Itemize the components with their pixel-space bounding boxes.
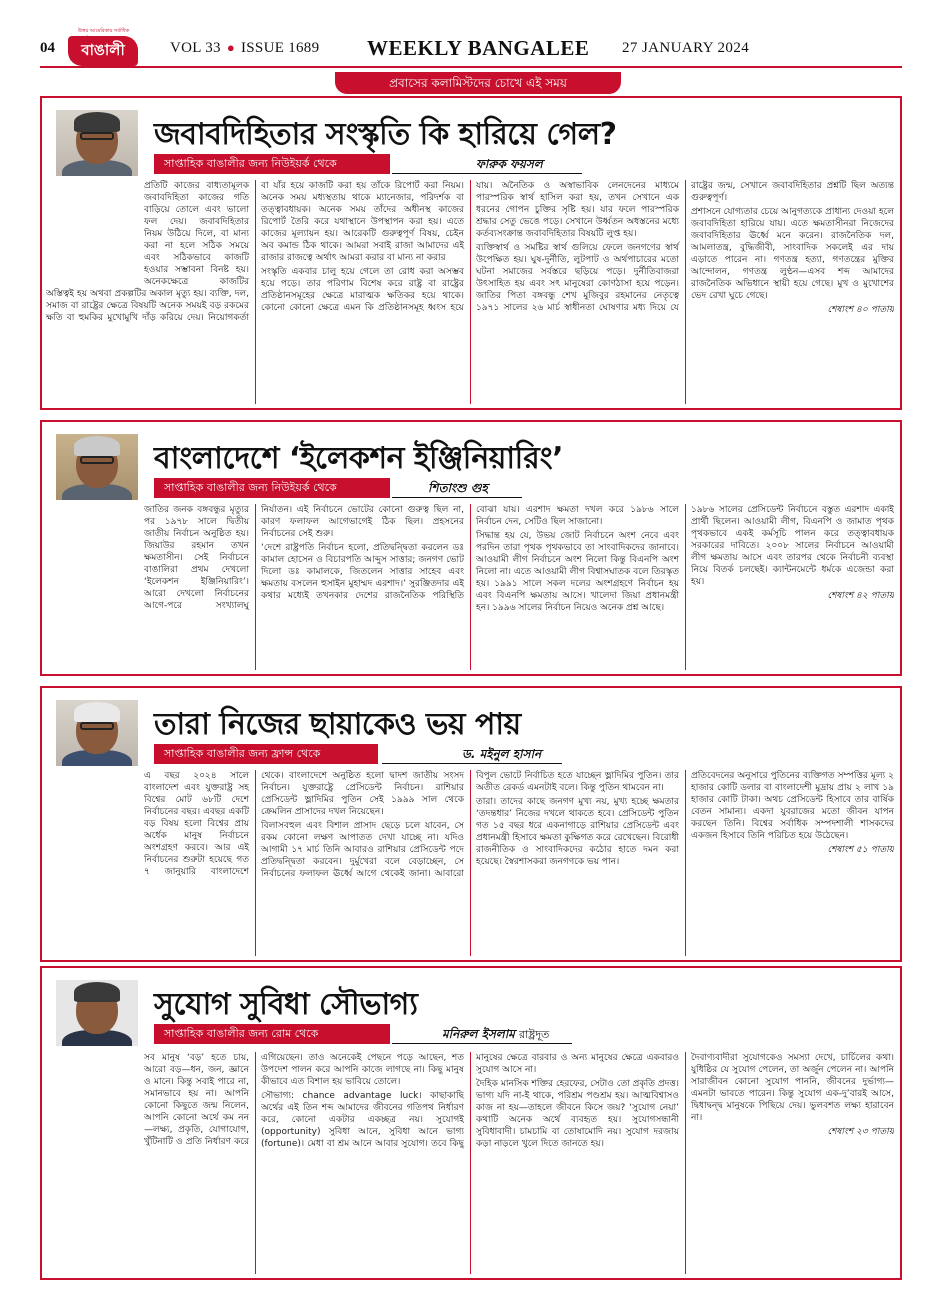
- newspaper-title: WEEKLY BANGALEE: [367, 36, 590, 60]
- paragraph: তারা। তাদের কাছে জনগণ মুখ্য নয়, মুখ্য হচ্ছে ক্ষমতার ‘তদন্তধার’ নিজের দখলে থাকতে হবে। প্রেসিডেন্ট পুতিন গত ১৫ বছর ধরে একনাগাড়ে রাশিয়ার প্রেসিডেন্ট এবং প্রধানমন্ত্রী হিসাবে ক্ষমতা কুক্ষিগত করে রেখেছেন। বিরোধী রাজনীতিক ও সাংবাদিকদের কঠোর হাতে দমন করা হয়েছে। স্বৈরশাসকরা জনগণকে ভয় পান।: [476, 797, 679, 867]
- author-photo: [56, 980, 138, 1046]
- paragraph: সব মানুষ ‘বড়’ হতে চায়, আরো বড়—ধন, জন, জ্ঞানে ও মানে। কিন্তু সবাই পারে না, সমানভাবে হয় না। আপনি কোনো কিছুতে জন্ম নিলেন, আপনি কোনো অর্থে কম নন—লক্ষ্য, প্রকৃতি, যোগাযোগ, খুঁটিনাটি ও প্রতি নির্ধারণ করে এগিয়েছেন। তাও অনেকেই পেছনে পড়ে আছেন, শত উপদেশ পালন করে আপনি কাজে লাগছে না। কিছু মানুষ কীভাবে এত বিশাল হয় ভাবিয়ে তোলে।: [144, 1053, 464, 1147]
- continued-link[interactable]: শেষাংশ ৪২ পাতায়: [827, 591, 894, 601]
- article-election-engineering: [40, 420, 902, 676]
- paragraph: ব্যক্তিস্বার্থ ও সমষ্টির স্বার্থ গুলিয়ে ফেলে জনগণের স্বার্থ উপেক্ষিত হয়। ঘুষ-দুর্নীতি, লুটপাট ও অর্থপাচারের মতো ঘটনা সমাজের সর্বস্তরে ছড়িয়ে পড়ে। দুর্নীতিবাজরা উৎসাহিত হয় এবং সৎ মানুষেরা কোণঠাসা হয়ে পড়েন। জাতির পিতা বঙ্গবন্ধু শেখ মুজিবুর রহমানের নেতৃত্বে ১৯৭১ সালের ২৬ মার্চ স্বাধীনতা ঘোষণার মধ্য দিয়ে যে রাষ্ট্রের জন্ম, সেখানে জবাবদিহিতার প্রশ্নটি ছিল অত্যন্ত গুরুত্বপূর্ণ।: [476, 181, 894, 313]
- article-headline[interactable]: তারা নিজের ছায়াকেও ভয় পায়: [154, 707, 521, 742]
- paragraph: ‘দেশে রাষ্ট্রপতি নির্বাচন হলো, প্রতিদ্বন্দ্বিতা করলেন ডঃ কামাল হোসেন ও বিচারপতি আব্দুস সাত্তার; জনগণ ভোট দিলো ডঃ কামালকে, জিতলেন সাত্তার সাহেব এবং ক্ষমতায় বসলেন হুসাইন মুহাম্মদ এরশাদ।’ সুরঞ্জিতদার এই কথার মধ্যেই তখনকার দেশের রাজনৈতিক পরিস্থিতি বোঝা যায়। এরশাদ ক্ষমতা দখল করে ১৯৮৬ সালে নির্বাচন দেন, সেটিও ছিল সাজানো।: [261, 505, 679, 601]
- article-body: [46, 180, 894, 404]
- article-fear-of-shadow: [40, 686, 902, 962]
- article-opportunity: [40, 966, 902, 1280]
- newspaper-logo[interactable]: [68, 28, 138, 68]
- section-banner: প্রবাসের কলামিস্টদের চোখে এই সময়: [335, 72, 621, 94]
- author-name-text: মনিরুল ইসলাম: [442, 1027, 515, 1041]
- separator-dot-icon: ●: [226, 40, 235, 55]
- author-name: ফারুক ফয়সল: [476, 157, 543, 171]
- article-headline[interactable]: সুযোগ সুবিধা সৌভাগ্য: [154, 987, 418, 1022]
- paragraph: ১৯৮৬ সালের প্রেসিডেন্ট নির্বাচনে বস্তুত এরশাদ একাই প্রার্থী ছিলেন। আওয়ামী লীগ, বিএনপি ও জামাত পৃথক পৃথকভাবে একই কর্মসূচি পালন করে তত্ত্বাবধায়ক সরকারের দাবিতে। ২০০৮ সালের নির্বাচনে আওয়ামী লীগ ক্ষমতায় আসে এবং তারপর থেকে নির্বাচনী ব্যবস্থা নিয়ে বিতর্ক চলছেই। ক্যান্টনমেন্টে ধর্মকে এজেন্ডা করা হয়।: [691, 505, 894, 587]
- article-body: [46, 504, 894, 670]
- paragraph: জাতির জনক বঙ্গবন্ধুর মৃত্যুর পর ১৯৭৮ সালে দ্বিতীয় জাতীয় নির্বাচন অনুষ্ঠিত হয়। জিয়াউর রহমান তখন ক্ষমতাসীন। সেই নির্বাচনে বাঙালিরা প্রথম দেখলো ‘ইলেকশন ইঞ্জিনিয়ারিং’। আরো দেখলো নির্বাচনের আগে-পরে সংখ্যালঘু নির্যাতন। এই নির্বাচনে ভোটের কোনো গুরুত্ব ছিল না, কারণ ফলাফল আগেভাগেই ঠিক ছিল। প্রহসনের নির্বাচনের সেই শুরু।: [144, 505, 464, 611]
- paragraph: সংস্কৃতি একবার চালু হয়ে গেলে তা রোধ করা অসম্ভব হয়ে পড়ে। তার পরিণাম বিশেষ করে রাষ্ট্র বা রাষ্ট্রের প্রতিষ্ঠানসমূহের ক্ষেত্রে মারাত্মক ক্ষতিকর হয়ে থাকে। কোনো কোনো ক্ষেত্রে এমন কি প্রতিষ্ঠানসমূহ ধ্বংস হয়ে যায়। অনৈতিক ও অস্বাভাবিক লেনদেনের মাধ্যমে পারস্পরিক স্বার্থ হাসিল করা হয়, তখন সেখানে এক ধরনের গোপন চুক্তির সৃষ্টি হয়। যার ফলে পারস্পরিক শ্রদ্ধার সেতু ভেঙে পড়ে। সেখানে উর্ধ্বতন অধস্তনের মধ্যে কর্তব্যসংক্রান্ত জবাবদিহিতার বিষয়টি লুপ্ত হয়।: [261, 181, 679, 313]
- masthead: [0, 0, 945, 70]
- byline-bar: সাপ্তাহিক বাঙালীর জন্য ফ্রান্স থেকে: [154, 744, 378, 764]
- byline-bar: সাপ্তাহিক বাঙালীর জন্য রোম থেকে: [154, 1024, 390, 1044]
- continued-link[interactable]: শেষাংশ ৫১ পাতায়: [827, 845, 894, 855]
- author-photo: [56, 434, 138, 500]
- article-headline[interactable]: বাংলাদেশে ‘ইলেকশন ইঞ্জিনিয়ারিং’: [154, 441, 563, 476]
- author-rule: [382, 763, 562, 764]
- article-body: [46, 1052, 894, 1274]
- paragraph: প্রতিটি কাজের বাধ্যতামূলক জবাবদিহিতা কাজের গতি বাড়িয়ে তোলে এবং ভালো ফল দেয়। জবাবদিহিতার নিয়ম উঠিয়ে দিলে, বা মান্য করা না হলে সঠিক সময়ে এবং সঠিকভাবে কাজটি হওয়ার সম্ভাবনা বিনষ্ট হয়। অনেকক্ষেত্রে কাজটির অস্তিত্বই হয় অথবা প্রকল্পটির অকাল মৃত্যু হয়। ব্যক্তি, দল, সমাজ বা রাষ্ট্রের ক্ষেত্রে বিষয়টি অনেক সময়ই বড় রকমের ক্ষতি বা হুমকির মুখোমুখি দাঁড় করিয়ে দেয়। নিয়োগকর্তা বা যাঁর হয়ে কাজটি করা হয় তাঁকে রিপোর্ট করা নিয়ম। অনেক সময় মধ্যস্থতায় থাকে ম্যানেজার, পরিদর্শক বা তত্ত্বাবধায়ক। অনেক সময় তাঁদের অধীনস্থ কাজের রিপোর্ট তৈরি করে যথাস্থানে উপস্থাপন করা হয়। এতে কাজের মূল্যায়ন হয়। আরেকটি গুরুত্বপূর্ণ বিষয়, চেইন অব কমান্ড ঠিক থাকে। আমরা সবাই রাজা আমাদের এই রাজার রাজত্বে অর্থাৎ আমরা করার বা মান্য না করার: [46, 181, 464, 323]
- paragraph: প্রতিবেদনের অনুসারে পুতিনের ব্যক্তিগত সম্পত্তির মূল্য ২ হাজার কোটি ডলার বা বাংলাদেশী মুদ্রায় প্রায় ২ লাখ ১৯ হাজার কোটি টাকা। অথচ প্রেসিডেন্ট হিসাবে তার বার্ষিক বেতন সামান্য। একদা যুবরাজের মতো জীবন যাপন করছেন তিনি। বিশ্বের সর্বাধিক সম্পদশালী শাসকদের একজন হিসাবে তিনি পরিচিত হয়ে উঠেছেন।: [691, 771, 894, 841]
- article-body: [46, 770, 894, 956]
- masthead-rule: [40, 66, 902, 68]
- author-role: রাষ্ট্রদূত: [519, 1028, 550, 1041]
- author-rule: [392, 1043, 572, 1044]
- paragraph: দৈবাণ্যবাদীরা সুযোগকেও সমস্যা দেখে, চার্চিলের কথা। যুধিষ্ঠির যে সুযোগ পেলেন, তা অর্জুন পেলেন না। আপনি সারাজীবন কোনো সুযোগ পাননি, জীবনের দুর্ভাগ্য—এমনটা ভাবতে পারেন। কিন্তু সুযোগ এক-দু’বারই আসে, দ্বিধাদ্বন্দ্ব মানুষকে পিছিয়ে দেয়। ভুলবশত লক্ষ্য হারাবেন না।: [691, 1053, 894, 1123]
- author-name: ড. মইনুল হাসান: [462, 747, 542, 761]
- logo-tagline: উত্তর আমেরিকার সর্বাধিক প্রচারিত: [78, 28, 130, 42]
- author-photo: [56, 700, 138, 766]
- paragraph: প্রশাসনে যোগ্যতার চেয়ে আনুগত্যকে প্রাধান্য দেওয়া হলে জবাবদিহিতা হারিয়ে যায়। এতে ক্ষমতাসীনরা নিজেদের জবাবদিহিতার ঊর্ধ্বে মনে করেন। রাজনৈতিক দল, আমলাতন্ত্র, বুদ্ধিজীবী, সাংবাদিক সকলেই এর দায় এড়াতে পারেন না। গণতন্ত্র হত্যা, গণতন্ত্রের মুক্তির আন্দোলন, গণতন্ত্র লুণ্ঠন—এসব শব্দ আমাদের রাজনৈতিক অভিধানে স্থায়ী হয়ে গেছে। মুখ ও মুখোশের ভেদ রেখা ঘুচে গেছে।: [691, 207, 894, 301]
- author-name: শিতাংশু গুহ: [428, 481, 488, 495]
- author-photo: [56, 110, 138, 176]
- byline-bar: সাপ্তাহিক বাঙালীর জন্য নিউইয়র্ক থেকে: [154, 154, 390, 174]
- author-rule: [392, 173, 582, 174]
- issue-date: 27 JANUARY 2024: [622, 40, 750, 56]
- paragraph: সৌভাগ্য: chance advantage luck। কাছাকাছি অর্থের এই তিন শব্দ আমাদের জীবনের গতিপথ নির্ধারণ করে, কোনো একটার একচ্ছত্র নয়। সুযোগই (opportunity) সুবিধা আনে, সুবিধা আনে ভাগ্য (fortune)। মেধা বা শ্রম আনে আবার সুযোগ। তবে কিছু মানুষের ক্ষেত্রে বারবার ও অন্য মানুষের ক্ষেত্রে একবারও সুযোগ আসে না।: [261, 1053, 679, 1149]
- continued-link[interactable]: শেষাংশ ২৩ পাতায়: [827, 1127, 894, 1137]
- logo-text: বাঙালী: [81, 41, 125, 59]
- paragraph: দৈহিক মানসিক শক্তির হেরফের, সেটাও তো প্রকৃতি প্রদত্ত। ভাগ্য যদি না-ই থাকে, পরিশ্রম পণ্ডশ্রম হয়। আত্মবিশ্বাসও কাজ না হয়—তাহলে জীবনে কিসে জয়? ‘সুযোগ নেয়া’ কথাটি অনেক অর্থে ব্যবহৃত হয়। সুযোগসন্ধানী সুবিধাবাদী। চামচামি বা তোষামোদি নয়। সুযোগ দরজায় কড়া নাড়লে খুলে দিতে জানতে হয়।: [476, 1079, 679, 1149]
- issue-info: [170, 40, 319, 57]
- page-number: 04: [40, 40, 55, 56]
- byline-bar: সাপ্তাহিক বাঙালীর জন্য নিউইয়র্ক থেকে: [154, 478, 390, 498]
- paragraph: এ বছর ২০২৪ সালে বাংলাদেশ এবং যুক্তরাষ্ট্র সহ বিশ্বের মোট ৬৮টি দেশে নির্বাচনের বছর। এবছর একটি বড় বিষয় হলো বিশ্বের প্রায় অর্ধেক মানুষ নির্বাচনে অংশগ্রহণ করবে। আর এই নির্বাচনের শুরুটা হয়েছে গত ৭ জানুয়ারি বাংলাদেশে থেকে। বাংলাদেশে অনুষ্ঠিত হলো দ্বাদশ জাতীয় সংসদ নির্বাচন। যুক্তরাষ্ট্রে প্রেসিডেন্ট নির্বাচন। রাশিয়ার প্রেসিডেন্ট ভ্লাদিমির পুতিন সেই ১৯৯৯ সাল থেকে ক্রেমলিন প্রাসাদের দখল নিয়েছেন।: [144, 771, 464, 877]
- volume-label: VOL 33: [170, 40, 221, 56]
- paragraph: বিলাসবহুল এবং বিশাল প্রাসাদ ছেড়ে চলে যাবেন, সে রকম কোনো লক্ষণ আপাতত দেখা যাচ্ছে না। যদিও আগামী ১৭ মার্চ তিনি আবারও রাশিয়ার প্রেসিডেন্ট পদে প্রতিদ্বন্দ্বিতা করবেন। দুর্মুখেরা বলে বেড়াচ্ছেন, সে নির্বাচনের ফলাফল ঊর্ধ্বে আগে থেকেই জানা। আবারো বিপুল ভোটে নির্বাচিত হতে যাচ্ছেন ভ্লাদিমির পুতিন। তার অতীত রেকর্ড এমনটাই বলে। কিন্তু পুতিন থামবেন না।: [261, 771, 679, 879]
- continued-link[interactable]: শেষাংশ ৪০ পাতায়: [827, 305, 894, 315]
- paragraph: সিদ্ধান্ত হয় যে, উভয় জোট নির্বাচনে অংশ নেবে এবং পরদিন তারা পৃথক পৃথকভাবে তা সাংবাদিকদের জানাবে। আওয়ামী লীগ নির্বাচনে অংশ নিলো কিন্তু বিএনপি অংশ নিলো না। এতে আওয়ামী লীগ বিশ্বাসঘাতক বলে তিরস্কৃত হয়। ১৯৯১ সালে সকল দলের অংশগ্রহণে নির্বাচন হয় এবং বিএনপি ক্ষমতায় আসে। খালেদা জিয়া প্রধানমন্ত্রী হন। ১৯৯৬ সালের নির্বাচন নিয়েও অনেক প্রশ্ন আছে।: [476, 531, 679, 613]
- article-accountability: [40, 96, 902, 410]
- issue-label: ISSUE 1689: [240, 40, 320, 56]
- article-headline[interactable]: জবাবদিহিতার সংস্কৃতি কি হারিয়ে গেল?: [154, 117, 617, 152]
- author-rule: [392, 497, 522, 498]
